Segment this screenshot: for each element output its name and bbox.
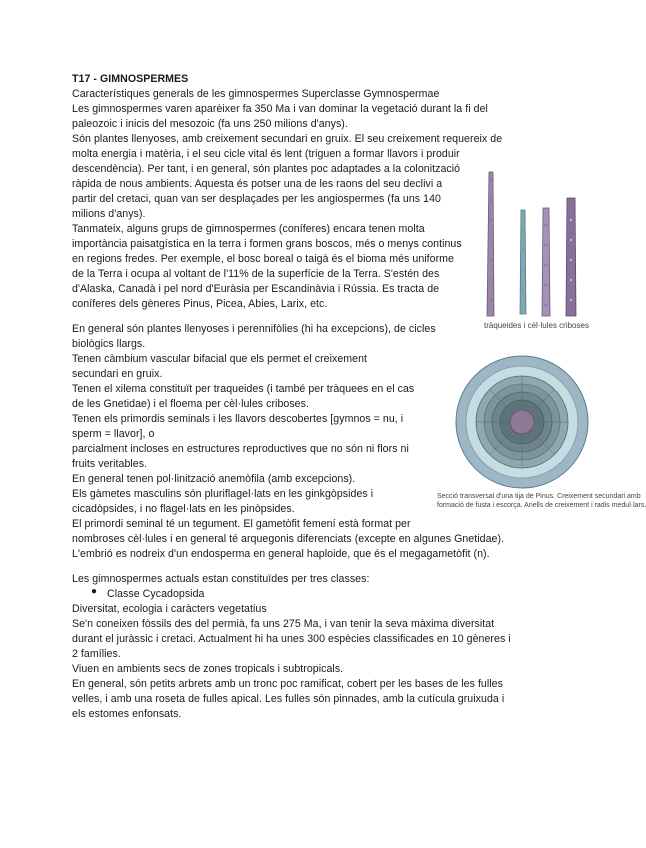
text-line: nombroses cèl·lules i en general té arquegonis diferenciats (excepte en algunes Gnetidae). bbox=[72, 533, 505, 545]
text-line: Les gimnospermes actuals estan constituïdes per tres classes: bbox=[72, 573, 370, 585]
text-line: Se'n coneixen fòssils des del permià, fa uns 275 Ma, i van tenir la seva màxima diversitat bbox=[72, 618, 495, 630]
tracheid-cell bbox=[520, 210, 526, 314]
text-line: biològics llargs. bbox=[72, 338, 146, 350]
text-line: Diversitat, ecologia i caràcters vegetatius bbox=[72, 603, 267, 615]
text-line: Tanmateix, alguns grups de gimnospermes (coníferes) encara tenen molta bbox=[72, 223, 425, 235]
text-line: 2 famílies. bbox=[72, 648, 121, 660]
text-line: Tenen els primordis seminals i les llavors descobertes [gymnos = nu, i bbox=[72, 413, 404, 425]
text-line: Les gimnospermes varen aparèixer fa 350 Ma i van dominar la vegetació durant la fi del bbox=[72, 103, 488, 115]
bullet-icon: ● bbox=[91, 586, 98, 597]
page-title: T17 - GIMNOSPERMES bbox=[72, 73, 189, 85]
tracheids-caption: tràqueides i cèl·lules criboses bbox=[484, 321, 589, 330]
cross-section-caption-line: formació de fusta i escorça. Anells de creixement i radis medul·lars. bbox=[437, 502, 646, 509]
text-line: En general tenen pol·linització anemòfila (amb excepcions). bbox=[72, 473, 356, 485]
text-line: d'Alaska, Canadà i pel nord d'Euràsia per Escandinàvia i Rússia. Es tracta de bbox=[72, 283, 440, 295]
sieve-cell bbox=[566, 198, 576, 316]
tracheid-cell bbox=[487, 172, 494, 316]
text-line: Són plantes llenyoses, amb creixement secundari en gruix. El seu creixement requereix de bbox=[72, 133, 503, 145]
text-line: El primordi seminal té un tegument. El gametòfit femení està format per bbox=[72, 518, 411, 530]
text-line: importància paisatgística en la terra i formen grans boscos, més o menys continus bbox=[72, 238, 462, 250]
text-line: fruits veritables. bbox=[72, 458, 148, 470]
text-line: secundari en gruix. bbox=[72, 368, 163, 380]
text-line: descendència). Per tant, i en general, són plantes poc adaptades a la colonització bbox=[72, 163, 461, 175]
text-line: Viuen en ambients secs de zones tropicals i subtropicals. bbox=[72, 663, 344, 675]
cross-section-caption-line: Secció transversal d'una tija de Pinus. Creixement secundari amb bbox=[437, 493, 641, 500]
bullet-item: Classe Cycadopsida bbox=[107, 588, 205, 600]
text-line: Característiques generals de les gimnospermes Superclasse Gymnospermae bbox=[72, 88, 440, 100]
text-line: en regions fredes. Per exemple, el bosc boreal o taigà és el bioma més uniforme bbox=[72, 253, 454, 265]
text-line: cicadòpsides, i no flagel·lats en les pinòpsides. bbox=[72, 503, 295, 515]
text-line: els estomes enfonsats. bbox=[72, 708, 182, 720]
text-line: Tenen càmbium vascular bifacial que els permet el creixement bbox=[72, 353, 368, 365]
text-line: En general són plantes llenyoses i perennifòlies (hi ha excepcions), de cicles bbox=[72, 323, 436, 335]
text-line: de la Terra i ocupa al voltant de l'11% de la superfície de la Terra. S'estén des bbox=[72, 268, 440, 280]
text-line: sperm = llavor], o bbox=[72, 428, 155, 440]
text-line: parcialment incloses en estructures reproductives que no són ni flors ni bbox=[72, 443, 409, 455]
text-line: molta energia i matèria, i el seu cicle vital és lent (triguen a formar llavors i produir bbox=[72, 148, 460, 160]
text-line: de les Gnetidae) i el floema per cèl·lules criboses. bbox=[72, 398, 309, 410]
stem-cross-section-figure bbox=[440, 352, 600, 492]
sieve-cell bbox=[542, 208, 550, 316]
text-line: Tenen el xilema constituït per traqueides (i també per tràquees en el cas bbox=[72, 383, 415, 395]
text-line: paleozoic i inicis del mesozoic (fa uns 250 milions d'anys). bbox=[72, 118, 348, 130]
text-line: Els gàmetes masculins són pluriflagel·lats en les ginkgòpsides i bbox=[72, 488, 374, 500]
text-line: ràpida de nous ambients. Aquesta és potser una de les raons del seu declivi a bbox=[72, 178, 443, 190]
text-line: velles, i amb una roseta de fulles apical. Les fulles són pinnades, amb la cutícula gruixuda i bbox=[72, 693, 505, 705]
text-line: partir del cretaci, quan van ser desplaçades per les angiospermes (fa uns 140 bbox=[72, 193, 441, 205]
text-line: durant el juràssic i cretaci. Actualment hi ha unes 300 espècies classificades en 10 gèneres i bbox=[72, 633, 511, 645]
text-line: coníferes dels gèneres Pinus, Picea, Abies, Larix, etc. bbox=[72, 298, 328, 310]
text-line: milions d'anys). bbox=[72, 208, 146, 220]
text-line: En general, són petits arbrets amb un tronc poc ramificat, cobert per les bases de les fulles bbox=[72, 678, 503, 690]
text-line: L'embrió es nodreix d'un endosperma en general haploide, que és el megagametòfit (n). bbox=[72, 548, 490, 560]
tracheids-figure bbox=[483, 170, 595, 318]
